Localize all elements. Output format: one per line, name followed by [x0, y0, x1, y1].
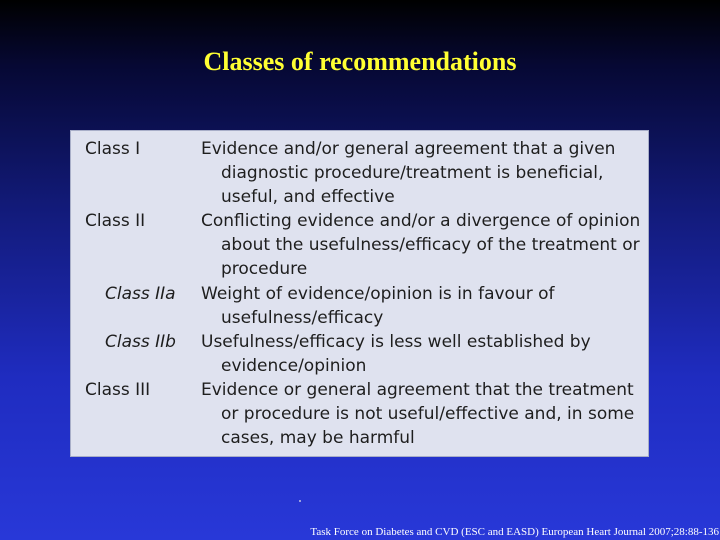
slide-title: Classes of recommendations [203, 47, 517, 76]
description-line: Usefulness/efficacy is less well established by [201, 332, 591, 352]
class-label: Class IIb [105, 332, 176, 352]
class-label: Class III [85, 380, 151, 400]
description-line: cases, may be harmful [221, 428, 415, 448]
recommendation-classes-table [70, 130, 649, 457]
description-line: or procedure is not useful/effective and, in some [221, 404, 635, 424]
description-line: Weight of evidence/opinion is in favour of [201, 284, 555, 304]
class-description [201, 209, 641, 281]
citation: Task Force on Diabetes and CVD (ESC and EASD) European Heart Journal 2007;28:88-136 [310, 526, 719, 538]
description-line: procedure [221, 259, 308, 279]
description-line: evidence/opinion [221, 356, 367, 376]
description-line: Evidence or general agreement that the treatment [201, 380, 634, 400]
class-label: Class IIa [105, 284, 176, 304]
class-label: Class I [85, 139, 141, 159]
decorative-dot [299, 500, 301, 502]
description-line: usefulness/efficacy [221, 308, 384, 328]
description-line: Evidence and/or general agreement that a given [201, 139, 616, 159]
class-description [201, 378, 641, 450]
class-label: Class II [85, 211, 146, 231]
description-line: diagnostic procedure/treatment is beneficial, [221, 163, 604, 183]
class-description [201, 282, 641, 330]
class-description [201, 137, 641, 209]
class-description [201, 330, 641, 378]
description-line: Conflicting evidence and/or a divergence of opinion [201, 211, 641, 231]
description-line: useful, and effective [221, 187, 395, 207]
description-line: about the usefulness/efficacy of the treatment or [221, 235, 640, 255]
